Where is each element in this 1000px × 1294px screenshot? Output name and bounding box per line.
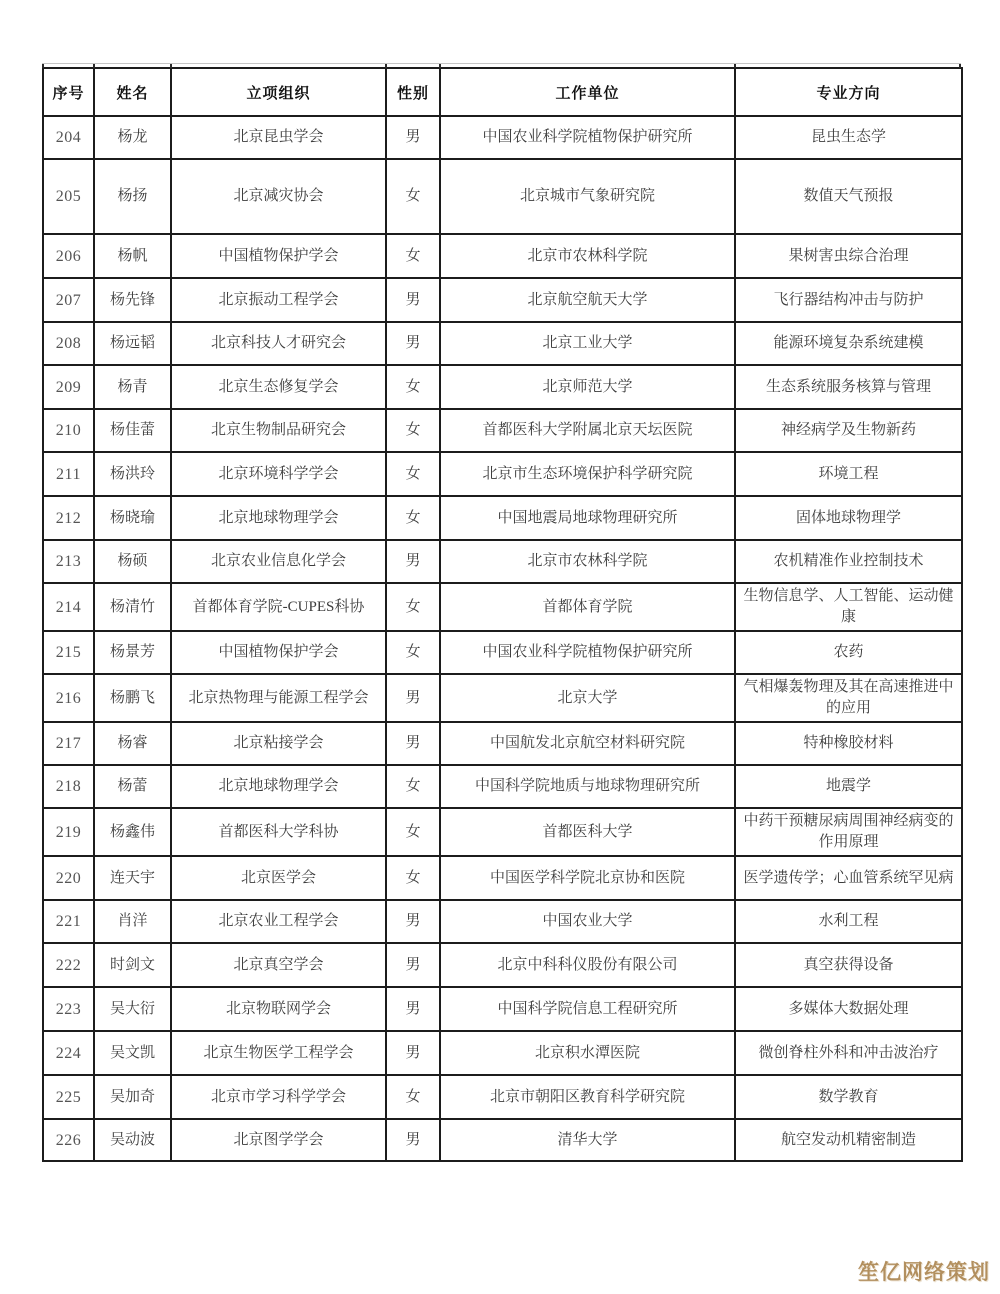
cell-name: 杨晓瑜 <box>94 496 171 540</box>
table-row <box>43 322 962 365</box>
header-cell-work: 工作单位 <box>440 68 735 116</box>
cell-org: 首都医科大学科协 <box>171 808 386 856</box>
cell-name: 杨蕾 <box>94 765 171 808</box>
cell-org: 北京热物理与能源工程学会 <box>171 674 386 722</box>
table-row <box>43 116 962 159</box>
cell-name: 吴文凯 <box>94 1031 171 1075</box>
cell-org: 首都体育学院-CUPES科协 <box>171 583 386 631</box>
column-border-stub <box>439 64 441 68</box>
cell-name: 杨先锋 <box>94 278 171 322</box>
cell-no: 207 <box>43 278 94 322</box>
column-border-stub <box>385 64 387 68</box>
cell-work: 中国地震局地球物理研究所 <box>440 496 735 540</box>
cell-gender: 男 <box>386 722 440 765</box>
roster-table-container <box>42 67 961 1162</box>
cell-org: 北京农业信息化学会 <box>171 540 386 583</box>
cell-name: 时剑文 <box>94 943 171 987</box>
cell-major: 特种橡胶材料 <box>735 722 962 765</box>
cell-name: 杨龙 <box>94 116 171 159</box>
cell-org: 北京生态修复学会 <box>171 365 386 409</box>
cell-work: 清华大学 <box>440 1119 735 1161</box>
cell-major: 中药干预糖尿病周围神经病变的作用原理 <box>735 808 962 856</box>
cell-gender: 男 <box>386 116 440 159</box>
table-row <box>43 365 962 409</box>
cell-major: 生态系统服务核算与管理 <box>735 365 962 409</box>
cell-org: 北京图学学会 <box>171 1119 386 1161</box>
cell-major: 气相爆轰物理及其在高速推进中的应用 <box>735 674 962 722</box>
cell-gender: 男 <box>386 987 440 1031</box>
cell-major: 能源环境复杂系统建模 <box>735 322 962 365</box>
cell-org: 北京昆虫学会 <box>171 116 386 159</box>
table-row <box>43 856 962 900</box>
cell-work: 北京市朝阳区教育科学研究院 <box>440 1075 735 1119</box>
cell-name: 杨佳蕾 <box>94 409 171 452</box>
cell-no: 212 <box>43 496 94 540</box>
cell-name: 吴加奇 <box>94 1075 171 1119</box>
cell-name: 肖洋 <box>94 900 171 943</box>
header-cell-major: 专业方向 <box>735 68 962 116</box>
cell-name: 吴大衍 <box>94 987 171 1031</box>
cell-gender: 男 <box>386 540 440 583</box>
cell-no: 208 <box>43 322 94 365</box>
column-border-stub <box>42 64 44 68</box>
cell-major: 地震学 <box>735 765 962 808</box>
table-row <box>43 496 962 540</box>
cell-name: 杨睿 <box>94 722 171 765</box>
table-row <box>43 1119 962 1161</box>
cell-work: 北京大学 <box>440 674 735 722</box>
cell-major: 果树害虫综合治理 <box>735 234 962 278</box>
cell-gender: 女 <box>386 452 440 496</box>
table-row <box>43 452 962 496</box>
cell-name: 杨洪玲 <box>94 452 171 496</box>
cell-no: 223 <box>43 987 94 1031</box>
cell-org: 北京振动工程学会 <box>171 278 386 322</box>
cell-gender: 女 <box>386 808 440 856</box>
cell-org: 中国植物保护学会 <box>171 631 386 674</box>
cell-no: 222 <box>43 943 94 987</box>
cell-org: 北京市学习科学学会 <box>171 1075 386 1119</box>
cell-name: 杨扬 <box>94 159 171 234</box>
cell-no: 204 <box>43 116 94 159</box>
cell-org: 北京真空学会 <box>171 943 386 987</box>
cell-gender: 女 <box>386 159 440 234</box>
cell-org: 北京科技人才研究会 <box>171 322 386 365</box>
table-row <box>43 234 962 278</box>
cell-major: 水利工程 <box>735 900 962 943</box>
cell-name: 杨清竹 <box>94 583 171 631</box>
cell-no: 220 <box>43 856 94 900</box>
cell-work: 中国航发北京航空材料研究院 <box>440 722 735 765</box>
cell-org: 北京物联网学会 <box>171 987 386 1031</box>
cell-no: 210 <box>43 409 94 452</box>
cell-gender: 男 <box>386 1119 440 1161</box>
cell-major: 数值天气预报 <box>735 159 962 234</box>
cell-work: 中国农业科学院植物保护研究所 <box>440 116 735 159</box>
cell-work: 中国科学院地质与地球物理研究所 <box>440 765 735 808</box>
cell-work: 首都医科大学附属北京天坛医院 <box>440 409 735 452</box>
roster-table <box>42 67 963 1162</box>
cell-major: 固体地球物理学 <box>735 496 962 540</box>
cell-gender: 男 <box>386 278 440 322</box>
cell-name: 连天宇 <box>94 856 171 900</box>
cell-no: 219 <box>43 808 94 856</box>
cell-name: 杨景芳 <box>94 631 171 674</box>
cell-gender: 女 <box>386 583 440 631</box>
table-row <box>43 900 962 943</box>
table-row <box>43 765 962 808</box>
cell-major: 农机精准作业控制技术 <box>735 540 962 583</box>
cell-gender: 男 <box>386 900 440 943</box>
cell-gender: 女 <box>386 365 440 409</box>
cell-org: 北京地球物理学会 <box>171 496 386 540</box>
table-body <box>43 116 962 1161</box>
table-header-row <box>43 68 962 116</box>
cell-no: 221 <box>43 900 94 943</box>
cell-no: 224 <box>43 1031 94 1075</box>
cell-major: 多媒体大数据处理 <box>735 987 962 1031</box>
cell-org: 北京医学会 <box>171 856 386 900</box>
table-row <box>43 409 962 452</box>
cell-gender: 女 <box>386 631 440 674</box>
cell-work: 北京中科科仪股份有限公司 <box>440 943 735 987</box>
cell-no: 211 <box>43 452 94 496</box>
cell-gender: 男 <box>386 1031 440 1075</box>
table-row <box>43 674 962 722</box>
column-border-stub <box>93 64 95 68</box>
cell-work: 北京积水潭医院 <box>440 1031 735 1075</box>
cell-major: 真空获得设备 <box>735 943 962 987</box>
cell-major: 航空发动机精密制造 <box>735 1119 962 1161</box>
cell-major: 微创脊柱外科和冲击波治疗 <box>735 1031 962 1075</box>
cell-no: 218 <box>43 765 94 808</box>
cell-work: 中国农业科学院植物保护研究所 <box>440 631 735 674</box>
cell-gender: 男 <box>386 943 440 987</box>
table-row <box>43 631 962 674</box>
cell-no: 209 <box>43 365 94 409</box>
cell-work: 中国农业大学 <box>440 900 735 943</box>
cell-name: 杨青 <box>94 365 171 409</box>
cell-major: 数学教育 <box>735 1075 962 1119</box>
table-row <box>43 1075 962 1119</box>
table-row <box>43 943 962 987</box>
column-border-stub <box>170 64 172 68</box>
cell-gender: 女 <box>386 1075 440 1119</box>
cell-org: 北京生物制品研究会 <box>171 409 386 452</box>
table-row <box>43 987 962 1031</box>
cell-work: 北京市农林科学院 <box>440 540 735 583</box>
cell-work: 北京航空航天大学 <box>440 278 735 322</box>
cell-name: 吴动波 <box>94 1119 171 1161</box>
cell-name: 杨远韬 <box>94 322 171 365</box>
header-cell-org: 立项组织 <box>171 68 386 116</box>
cell-major: 医学遗传学；心血管系统罕见病 <box>735 856 962 900</box>
table-row <box>43 722 962 765</box>
cell-name: 杨鑫伟 <box>94 808 171 856</box>
column-border-stub <box>734 64 736 68</box>
cell-name: 杨鹏飞 <box>94 674 171 722</box>
table-row <box>43 583 962 631</box>
cell-work: 北京城市气象研究院 <box>440 159 735 234</box>
table-row <box>43 278 962 322</box>
cell-org: 北京环境科学学会 <box>171 452 386 496</box>
cell-org: 北京生物医学工程学会 <box>171 1031 386 1075</box>
table-row <box>43 159 962 234</box>
cell-no: 215 <box>43 631 94 674</box>
watermark-logo: 笙亿网络策划 <box>858 1260 990 1284</box>
cell-major: 昆虫生态学 <box>735 116 962 159</box>
cell-gender: 女 <box>386 496 440 540</box>
cell-work: 中国科学院信息工程研究所 <box>440 987 735 1031</box>
cell-major: 生物信息学、人工智能、运动健康 <box>735 583 962 631</box>
cell-no: 225 <box>43 1075 94 1119</box>
cell-no: 214 <box>43 583 94 631</box>
cell-major: 飞行器结构冲击与防护 <box>735 278 962 322</box>
cell-major: 环境工程 <box>735 452 962 496</box>
cell-work: 北京市生态环境保护科学研究院 <box>440 452 735 496</box>
cell-major: 农药 <box>735 631 962 674</box>
previous-row-stub <box>42 63 961 68</box>
cell-no: 206 <box>43 234 94 278</box>
cell-org: 中国植物保护学会 <box>171 234 386 278</box>
cell-no: 205 <box>43 159 94 234</box>
header-cell-no: 序号 <box>43 68 94 116</box>
cell-gender: 女 <box>386 765 440 808</box>
cell-gender: 女 <box>386 856 440 900</box>
cell-no: 217 <box>43 722 94 765</box>
cell-work: 首都体育学院 <box>440 583 735 631</box>
cell-name: 杨硕 <box>94 540 171 583</box>
cell-gender: 女 <box>386 234 440 278</box>
header-cell-gender: 性别 <box>386 68 440 116</box>
cell-no: 216 <box>43 674 94 722</box>
cell-gender: 男 <box>386 322 440 365</box>
cell-org: 北京减灾协会 <box>171 159 386 234</box>
cell-work: 中国医学科学院北京协和医院 <box>440 856 735 900</box>
cell-major: 神经病学及生物新药 <box>735 409 962 452</box>
cell-no: 213 <box>43 540 94 583</box>
column-border-stub <box>959 64 961 68</box>
cell-gender: 女 <box>386 409 440 452</box>
cell-work: 北京师范大学 <box>440 365 735 409</box>
cell-work: 北京工业大学 <box>440 322 735 365</box>
table-row <box>43 540 962 583</box>
header-cell-name: 姓名 <box>94 68 171 116</box>
cell-org: 北京地球物理学会 <box>171 765 386 808</box>
cell-no: 226 <box>43 1119 94 1161</box>
cell-org: 北京粘接学会 <box>171 722 386 765</box>
table-row <box>43 1031 962 1075</box>
table-row <box>43 808 962 856</box>
cell-name: 杨帆 <box>94 234 171 278</box>
cell-work: 北京市农林科学院 <box>440 234 735 278</box>
cell-org: 北京农业工程学会 <box>171 900 386 943</box>
cell-gender: 男 <box>386 674 440 722</box>
cell-work: 首都医科大学 <box>440 808 735 856</box>
